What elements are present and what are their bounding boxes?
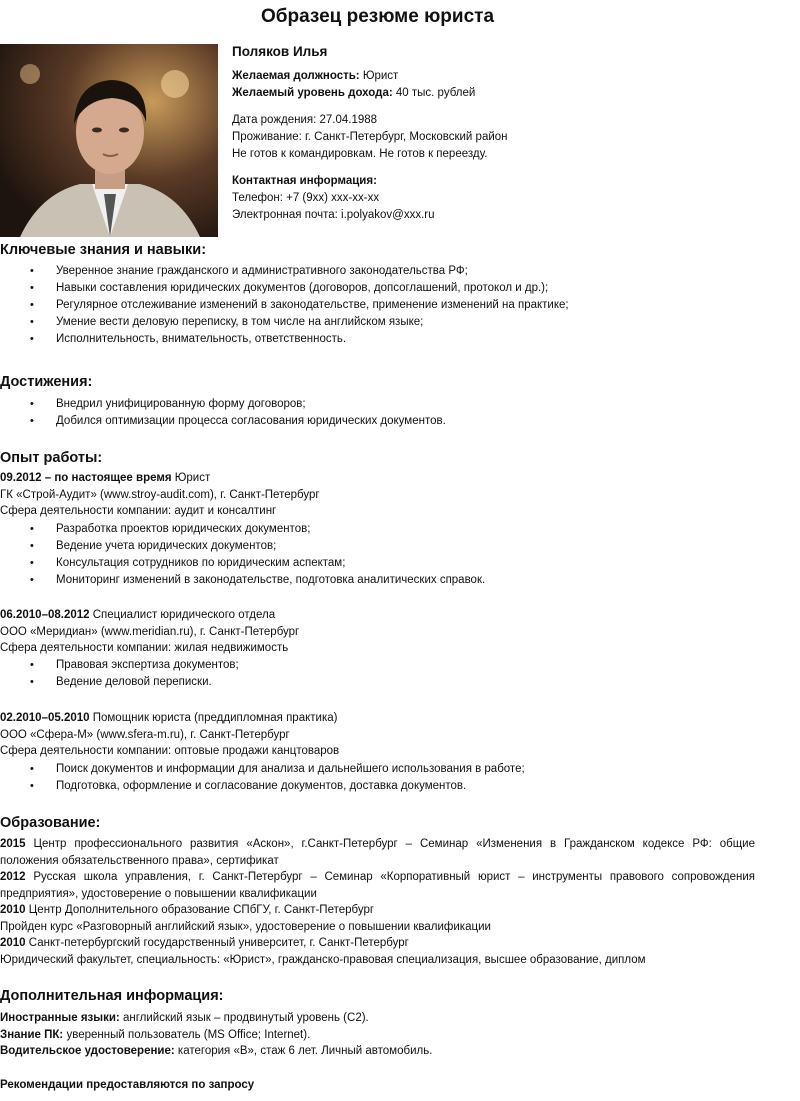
education-entry: Пройден курс «Разговорный английский язык», удостоверение о повышении квалификации	[0, 920, 491, 933]
education-entry: 2010 Санкт-петербургский государственный университет, г. Санкт-Петербург	[0, 937, 409, 949]
education-list	[0, 836, 755, 968]
desired-position: Желаемая должность: Юрист	[232, 70, 399, 82]
experience-heading: Опыт работы:	[0, 450, 103, 466]
list-item: • Уверенное знание гражданского и административного законодательства РФ;	[56, 263, 569, 280]
list-item: • Навыки составления юридических документов (договоров, допсоглашений, протокол и др.);	[56, 280, 569, 297]
list-item: • Умение вести деловую переписку, в том числе на английском языке;	[56, 314, 569, 331]
list-item: • Мониторинг изменений в законодательстве, подготовка аналитических справок.	[56, 572, 485, 589]
list-item: • Ведение деловой переписки.	[56, 674, 239, 691]
job-2: 06.2010–08.2012 Специалист юридического отдела ООО «Меридиан» (www.meridian.ru), г. Санкт-Петербург Сфера деятельности компании: жилая недвижимость	[0, 609, 300, 654]
list-item: • Консультация сотрудников по юридическим аспектам;	[56, 555, 485, 572]
job-1: 09.2012 – по настоящее время Юрист ГК «Строй-Аудит» (www.stroy-audit.com), г. Санкт-Петербург Сфера деятельности компании: аудит и консалтинг	[0, 472, 320, 517]
desired-salary: Желаемый уровень дохода: 40 тыс. рублей	[232, 87, 476, 99]
skills-heading: Ключевые знания и навыки:	[0, 242, 207, 258]
driving-license: Водительское удостоверение: категория «В», стаж 6 лет. Личный автомобиль.	[0, 1045, 433, 1057]
skills-list	[56, 263, 569, 348]
list-item: • Поиск документов и информации для анализа и дальнейшего использования в работе;	[56, 761, 525, 778]
page-title: Образец резюме юриста	[260, 6, 495, 27]
residence: Проживание: г. Санкт-Петербург, Московский район	[232, 131, 508, 143]
job-2-duties	[56, 657, 239, 691]
job-3: 02.2010–05.2010 Помощник юриста (преддипломная практика) ООО «Сфера-М» (www.sfera-m.ru), г. Санкт-Петербург Сфера деятельности компании: оптовые продажи канцтоваров	[0, 712, 340, 757]
list-item: • Ведение учета юридических документов;	[56, 538, 485, 555]
list-item: • Исполнительность, внимательность, ответственность.	[56, 331, 569, 348]
education-heading: Образование:	[0, 815, 101, 831]
education-entry: Юридический факультет, специальность: «Юрист», гражданско-правовая специализация, высшее образование, диплом	[0, 953, 646, 966]
birth-date: Дата рождения: 27.04.1988	[232, 114, 378, 126]
achievements-list	[56, 396, 446, 430]
job-3-duties	[56, 761, 525, 795]
contact-label: Контактная информация:	[232, 175, 377, 187]
additional-heading: Дополнительная информация:	[0, 988, 224, 1004]
list-item: • Внедрил унифицированную форму договоров;	[56, 396, 446, 413]
phone: Телефон: +7 (9xx) xxx-xx-xx	[232, 192, 380, 204]
pc-skills: Знание ПК: уверенный пользователь (MS Office; Internet).	[0, 1028, 311, 1041]
additional-info	[0, 1010, 432, 1060]
job-1-duties	[56, 521, 485, 589]
list-item: • Подготовка, оформление и согласование документов, доставка документов.	[56, 778, 525, 795]
education-entry: 2012 Русская школа управления, г. Санкт-Петербург – Семинар «Корпоративный юрист – инструменты правового сопровождения предприятия», удостоверение о повышении квалификации	[0, 871, 755, 900]
list-item: • Регулярное отслеживание изменений в законодательстве, применение изменений на практике;	[56, 297, 569, 314]
achievements-heading: Достижения:	[0, 374, 93, 390]
email: Электронная почта: i.polyakov@xxx.ru	[232, 209, 435, 221]
education-entry: 2015 Центр профессионального развития «Аскон», г.Санкт-Петербург – Семинар «Изменения в Гражданском кодексе РФ: общие положения обязательственного права», сертификат	[0, 838, 755, 867]
languages: Иностранные языки: английский язык – продвинутый уровень (С2).	[0, 1012, 369, 1024]
references: Рекомендации предоставляются по запросу	[0, 1079, 255, 1091]
candidate-name: Поляков Илья	[232, 44, 328, 59]
list-item: • Разработка проектов юридических документов;	[56, 521, 485, 538]
education-entry: 2010 Центр Дополнительного образование СПбГУ, г. Санкт-Петербург	[0, 904, 375, 916]
candidate-photo	[0, 44, 218, 237]
list-item: • Добился оптимизации процесса согласования юридических документов.	[56, 413, 446, 430]
list-item: • Правовая экспертиза документов;	[56, 657, 239, 674]
travel-info: Не готов к командировкам. Не готов к переезду.	[232, 148, 488, 160]
personal-info	[232, 43, 508, 224]
